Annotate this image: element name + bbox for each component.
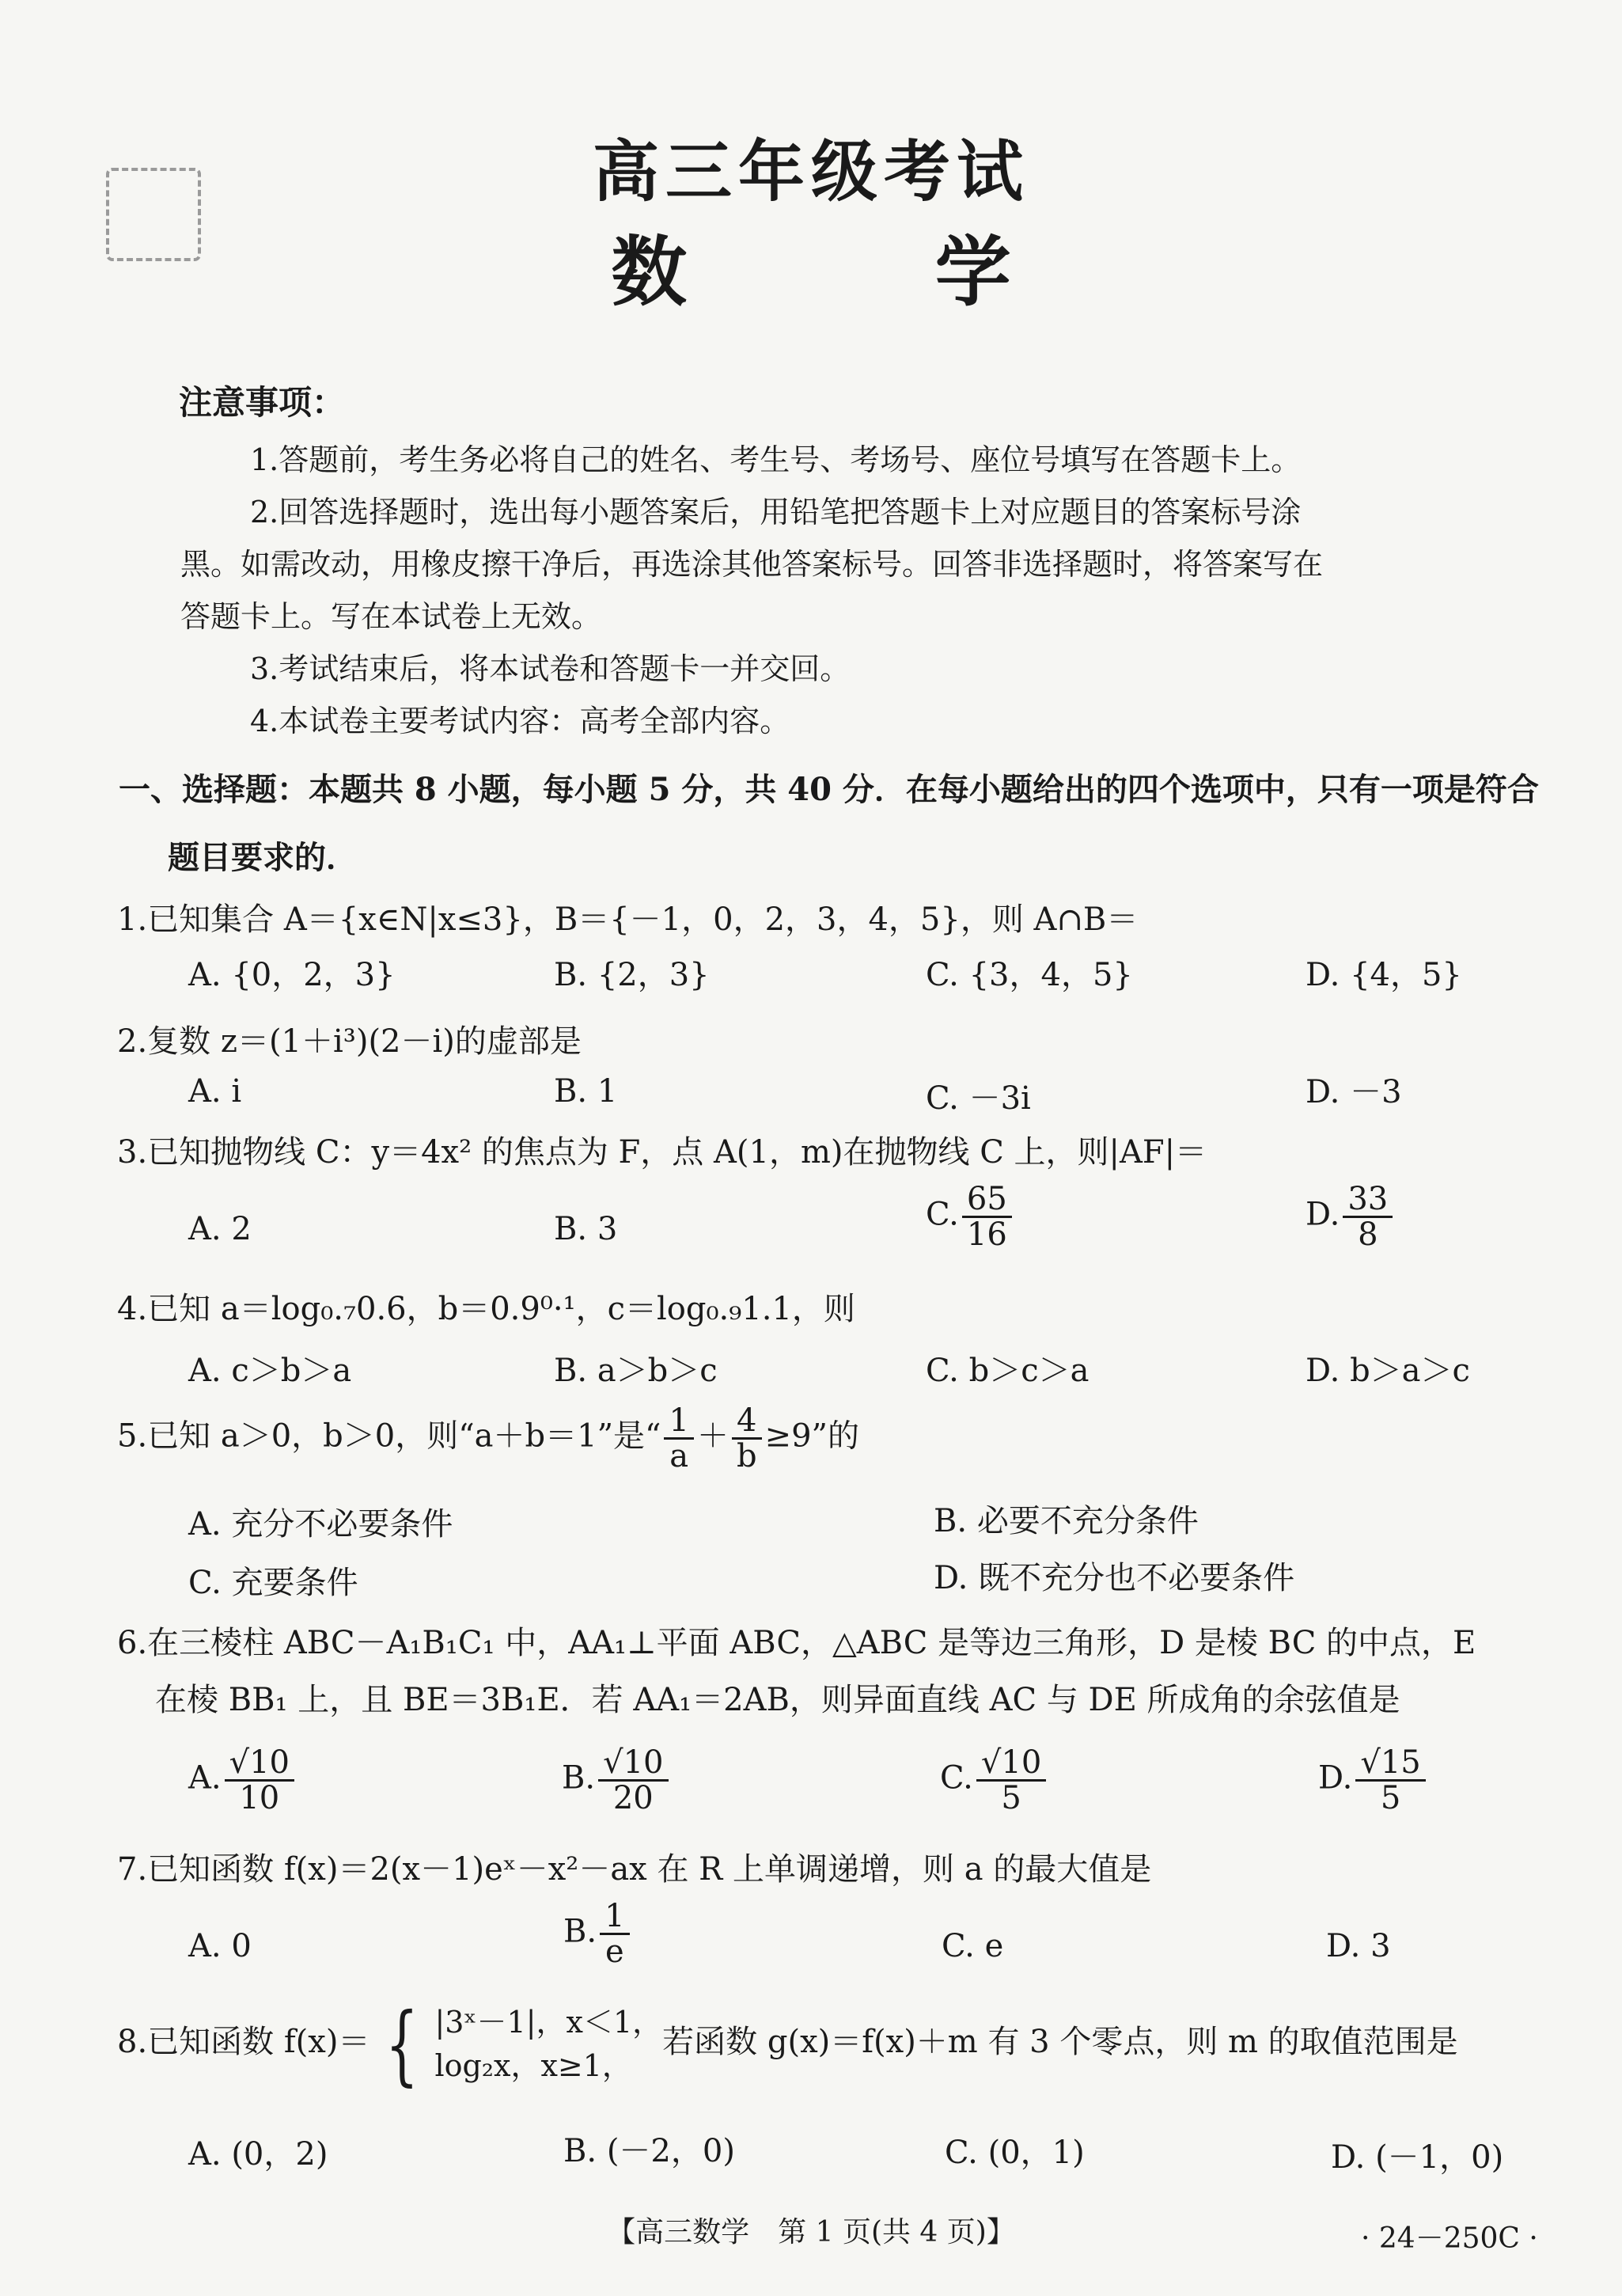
subject-title: 数 学: [611, 227, 1122, 317]
page-footer: 【高三数学 第 1 页(共 4 页)】: [607, 2216, 1015, 2249]
q2-option-c: C. －3i: [926, 1080, 1031, 1117]
q4-option-a: A. c＞b＞a: [188, 1353, 352, 1389]
q5-option-a: A. 充分不必要条件: [188, 1506, 453, 1543]
q3-option-d: [1306, 1182, 1396, 1251]
piecewise-cases: [434, 2001, 662, 2088]
numerator: 65: [962, 1182, 1012, 1218]
q5-plus: ＋: [696, 1417, 729, 1455]
q1-option-c: C. {3，4，5}: [926, 957, 1133, 993]
denominator: 16: [966, 1216, 1007, 1253]
q8-option-c: C. (0，1): [945, 2135, 1085, 2171]
exam-title: 高三年级考试: [592, 132, 1029, 211]
numerator: √10: [225, 1746, 294, 1782]
section-title: 一、选择题：本题共 8 小题，每小题 5 分，共 40 分．在每小题给出的四个选项中，只有一项是符合: [119, 771, 1539, 808]
q3-option-c-fraction: [962, 1182, 1012, 1251]
numerator: 4: [732, 1404, 762, 1440]
q6-option-a: [188, 1746, 297, 1815]
q5-option-d: D. 既不充分也不必要条件: [934, 1560, 1295, 1596]
numerator: 1: [664, 1404, 693, 1440]
q6-option-c-fraction: [976, 1746, 1046, 1815]
notice-item-2: 2.回答选择题时，选出每小题答案后，用铅笔把答题卡上对应题目的答案标号涂: [250, 495, 1302, 529]
case-1: |3ˣ－1|，x＜1，: [434, 2005, 663, 2040]
q1-option-d: D. {4，5}: [1306, 957, 1462, 993]
q8-option-d: D. (－1，0): [1331, 2139, 1504, 2176]
q5-option-b: B. 必要不充分条件: [934, 1503, 1199, 1539]
q6-option-b-label: B.: [562, 1759, 596, 1797]
q2-option-d: D. －3: [1306, 1074, 1402, 1110]
q6-option-a-fraction: [225, 1746, 294, 1815]
denominator: e: [605, 1934, 624, 1970]
q7-option-b-fraction: [600, 1899, 629, 1968]
denominator: b: [736, 1438, 757, 1474]
q3-option-d-fraction: [1343, 1182, 1393, 1251]
numerator: √10: [598, 1746, 668, 1782]
numerator: 33: [1343, 1182, 1393, 1218]
section-title-cont: 题目要求的．: [168, 839, 358, 876]
question-7: 7.已知函数 f(x)＝2(x－1)eˣ－x²－ax 在 R 上单调递增，则 a 的最大值是: [117, 1851, 1152, 1888]
left-brace-icon: {: [385, 1994, 419, 2096]
denominator: 20: [612, 1780, 654, 1816]
q7-option-b-label: B.: [563, 1913, 597, 1950]
q5-stem-post: ≥9”的: [764, 1417, 859, 1455]
question-8: [117, 1994, 1458, 2096]
q3-option-d-label: D.: [1306, 1196, 1340, 1233]
question-6-cont: 在棱 BB₁ 上，且 BE＝3B₁E．若 AA₁＝2AB，则异面直线 AC 与 DE 所成角的余弦值是: [155, 1682, 1400, 1718]
q4-option-b: B. a＞b＞c: [554, 1353, 718, 1389]
q2-option-b: B. 1: [554, 1073, 618, 1110]
q6-option-c: [940, 1746, 1049, 1815]
notice-title: 注意事项：: [179, 383, 346, 422]
q3-option-a: A. 2: [188, 1211, 252, 1247]
q2-option-a: A. i: [188, 1073, 242, 1110]
denominator: 5: [1380, 1780, 1401, 1816]
notice-item-1: 1.答题前，考生务必将自己的姓名、考生号、考场号、座位号填写在答题卡上。: [250, 442, 1302, 477]
q3-option-c: [926, 1182, 1015, 1251]
q5-option-c: C. 充要条件: [188, 1565, 358, 1601]
q3-option-b: B. 3: [554, 1211, 618, 1247]
paper-code: · 24－250C ·: [1361, 2222, 1538, 2255]
q4-option-c: C. b＞c＞a: [926, 1353, 1090, 1389]
q5-stem-pre: 5.已知 a＞0，b＞0，则“a＋b＝1”是“: [117, 1417, 661, 1455]
q1-option-a: A. {0，2，3}: [188, 957, 396, 993]
q1-option-b: B. {2，3}: [554, 957, 710, 993]
question-1: 1.已知集合 A＝{x∈N|x≤3}，B＝{－1，0，2，3，4，5}，则 A∩B＝: [117, 901, 1139, 938]
question-4: 4.已知 a＝log₀.₇0.6，b＝0.9⁰·¹，c＝log₀.₉1.1，则: [117, 1291, 855, 1327]
q8-stem-post: 若函数 g(x)＝f(x)＋m 有 3 个零点，则 m 的取值范围是: [662, 2024, 1458, 2061]
denominator: 5: [1001, 1780, 1021, 1816]
notice-item-2-cont2: 答题卡上。写在本试卷上无效。: [180, 599, 602, 634]
denominator: 8: [1358, 1216, 1378, 1253]
numerator: √10: [976, 1746, 1046, 1782]
q7-option-d: D. 3: [1326, 1928, 1391, 1964]
numerator: 1: [600, 1899, 629, 1935]
q6-option-d-label: D.: [1318, 1759, 1353, 1797]
q6-option-d: [1318, 1746, 1429, 1815]
q6-option-a-label: A.: [188, 1759, 222, 1797]
q6-option-b: [562, 1746, 672, 1815]
notice-item-3: 3.考试结束后，将本试卷和答题卡一并交回。: [250, 651, 851, 686]
q7-option-b: [563, 1899, 633, 1968]
q5-fraction-1: [664, 1404, 693, 1473]
q7-option-c: C. e: [942, 1928, 1004, 1964]
case-2: log₂x，x≥1，: [434, 2048, 632, 2084]
notice-item-2-cont: 黑。如需改动，用橡皮擦干净后，再选涂其他答案标号。回答非选择题时，将答案写在: [180, 547, 1324, 582]
denominator: a: [669, 1438, 689, 1474]
q4-option-d: D. b＞a＞c: [1306, 1353, 1470, 1389]
q6-option-d-fraction: [1355, 1746, 1425, 1815]
denominator: 10: [239, 1780, 280, 1816]
question-2: 2.复数 z＝(1＋i³)(2－i)的虚部是: [117, 1023, 582, 1060]
q3-option-c-label: C.: [926, 1196, 959, 1233]
q8-stem-pre: 8.已知函数 f(x)＝: [117, 2024, 370, 2061]
question-3: 3.已知抛物线 C：y＝4x² 的焦点为 F，点 A(1，m)在抛物线 C 上，则|AF|＝: [117, 1134, 1207, 1171]
numerator: √15: [1355, 1746, 1425, 1782]
notice-item-4: 4.本试卷主要考试内容：高考全部内容。: [250, 704, 790, 738]
q8-option-b: B. (－2，0): [563, 2133, 735, 2169]
q6-option-b-fraction: [598, 1746, 668, 1815]
q5-fraction-2: [732, 1404, 762, 1473]
question-5: [117, 1404, 859, 1473]
q7-option-a: A. 0: [188, 1928, 252, 1964]
q6-option-c-label: C.: [940, 1759, 973, 1797]
question-6: 6.在三棱柱 ABC－A₁B₁C₁ 中，AA₁⊥平面 ABC，△ABC 是等边三角形，D 是棱 BC 的中点，E: [117, 1625, 1476, 1661]
q8-option-a: A. (0，2): [188, 2136, 328, 2173]
